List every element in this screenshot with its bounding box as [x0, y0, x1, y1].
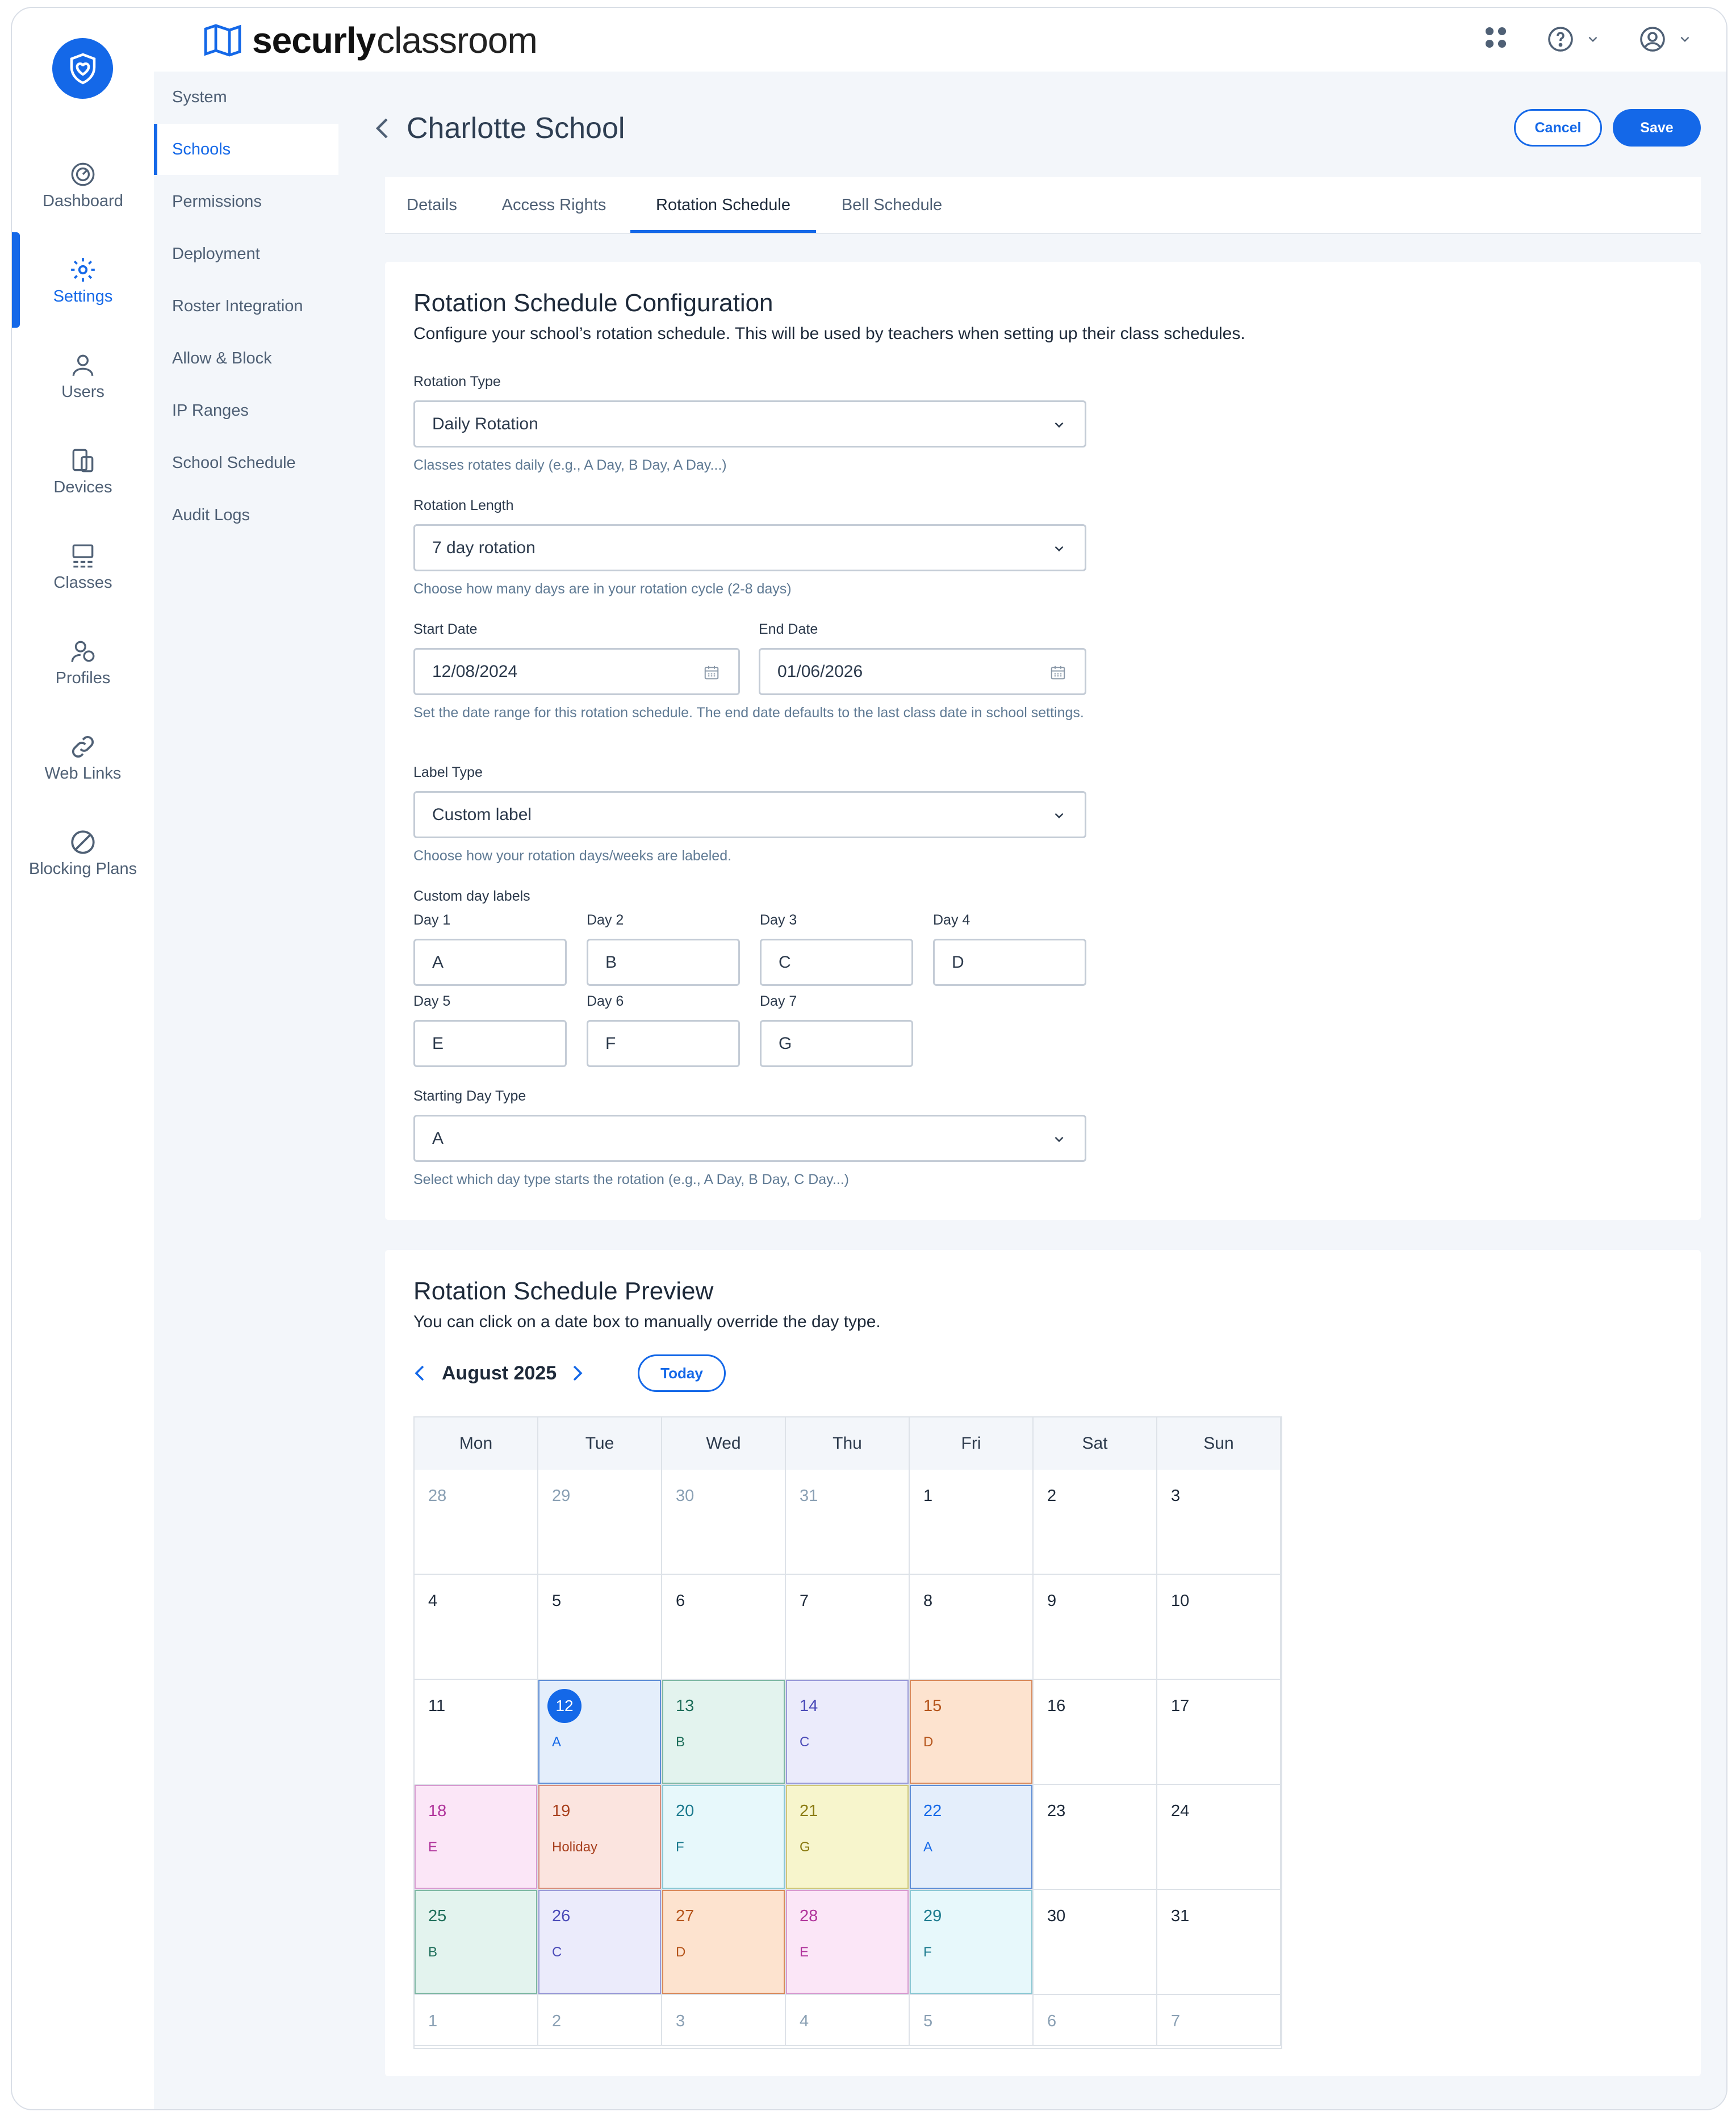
- rotation-type-help: Classes rotates daily (e.g., A Day, B Day, A Day...): [413, 457, 727, 473]
- calendar-day-cell[interactable]: [1157, 1575, 1281, 1680]
- weekday-header: Wed: [662, 1417, 786, 1470]
- calendar-grid: [413, 1416, 1282, 2049]
- calendar-day-cell[interactable]: [1034, 1575, 1157, 1680]
- shield-logo-icon[interactable]: [52, 38, 113, 99]
- date-number: 31: [800, 1487, 818, 1505]
- apps-grid-icon: [1483, 25, 1508, 50]
- day-type-label: D: [923, 1734, 934, 1750]
- calendar-day-cell-assigned[interactable]: [662, 1890, 786, 1995]
- subnav-ip-ranges[interactable]: IP Ranges: [172, 402, 249, 420]
- rotation-config-card: [385, 262, 1701, 1220]
- end-date-input[interactable]: [759, 648, 1086, 695]
- date-number: 24: [1171, 1802, 1190, 1820]
- rail-web-links[interactable]: [12, 733, 154, 783]
- calendar-day-cell[interactable]: [1157, 1995, 1281, 2046]
- today-date-badge: 12: [547, 1689, 582, 1723]
- rail-dashboard-label: Dashboard: [43, 192, 123, 210]
- account-menu-button[interactable]: [1639, 26, 1692, 53]
- weekday-header-row: [415, 1417, 1281, 1470]
- date-number: 3: [1171, 1487, 1181, 1505]
- date-number: 13: [676, 1697, 695, 1715]
- day-label: Day 5: [413, 993, 451, 1009]
- rail-dashboard[interactable]: [12, 160, 154, 211]
- rail-classes[interactable]: [12, 542, 154, 592]
- icon-rail: [12, 8, 154, 2109]
- calendar-day-cell[interactable]: [662, 1995, 786, 2046]
- date-number: 29: [923, 1907, 942, 1925]
- calendar-day-cell-assigned[interactable]: [662, 1680, 786, 1785]
- date-number: 28: [428, 1487, 447, 1505]
- preview-title: Rotation Schedule Preview: [413, 1277, 714, 1305]
- rail-classes-label: Classes: [53, 574, 112, 592]
- calendar-day-cell[interactable]: [1034, 1470, 1157, 1575]
- weekday-header: Thu: [786, 1417, 910, 1470]
- tab-access-rights[interactable]: Access Rights: [501, 196, 606, 214]
- help-menu-button[interactable]: [1547, 26, 1600, 53]
- date-number: 23: [1047, 1802, 1066, 1820]
- day-type-label: Holiday: [552, 1839, 598, 1855]
- date-number: 3: [676, 2012, 685, 2030]
- end-date-label: End Date: [759, 621, 818, 637]
- user-icon: [69, 351, 97, 379]
- date-number: 22: [923, 1802, 942, 1820]
- day-type-label: A: [552, 1734, 562, 1750]
- apps-grid-button[interactable]: [1483, 25, 1508, 53]
- calendar-day-cell[interactable]: [786, 1470, 910, 1575]
- day-2-input[interactable]: B: [587, 939, 740, 986]
- calendar-day-cell-assigned[interactable]: [786, 1680, 910, 1785]
- rail-users[interactable]: [12, 351, 154, 402]
- day-type-label: B: [676, 1734, 685, 1750]
- date-number: 31: [1171, 1907, 1190, 1925]
- calendar-day-cell[interactable]: [415, 1680, 538, 1785]
- rail-blocking-plans-label: Blocking Plans: [28, 860, 137, 878]
- calendar-day-cell[interactable]: [1034, 1890, 1157, 1995]
- subnav-school-schedule[interactable]: School Schedule: [172, 454, 296, 472]
- current-month: August 2025: [442, 1362, 557, 1384]
- subnav-system[interactable]: System: [172, 88, 227, 106]
- starting-day-help: Select which day type starts the rotation (e.g., A Day, B Day, C Day...): [413, 1172, 849, 1187]
- rail-settings-label: Settings: [53, 287, 113, 306]
- day-7-input[interactable]: G: [760, 1020, 913, 1067]
- start-date-value: 12/08/2024: [432, 662, 518, 681]
- rotation-length-value: 7 day rotation: [432, 538, 536, 557]
- tab-details[interactable]: Details: [407, 196, 457, 214]
- date-number: 1: [923, 1487, 933, 1505]
- rotation-type-select[interactable]: [413, 400, 1086, 448]
- day-type-label: D: [676, 1944, 686, 1960]
- classes-icon: [69, 542, 97, 570]
- starting-day-value: A: [432, 1128, 444, 1148]
- date-number: 5: [923, 2012, 933, 2030]
- weekday-header: Fri: [910, 1417, 1034, 1470]
- rotation-length-select[interactable]: [413, 524, 1086, 571]
- weekday-header: Tue: [538, 1417, 662, 1470]
- day-type-label: E: [428, 1839, 438, 1855]
- calendar-day-cell-assigned[interactable]: [910, 1785, 1034, 1890]
- calendar-day-cell[interactable]: [786, 1995, 910, 2046]
- date-number: 4: [428, 1592, 438, 1610]
- date-number: 10: [1171, 1592, 1190, 1610]
- date-number: 15: [923, 1697, 942, 1715]
- calendar-day-cell[interactable]: [910, 1575, 1034, 1680]
- calendar-day-cell-assigned[interactable]: [538, 1785, 662, 1890]
- brand-name-light: classroom: [377, 20, 537, 61]
- day-6-input[interactable]: F: [587, 1020, 740, 1067]
- calendar-day-cell[interactable]: [1034, 1680, 1157, 1785]
- day-3-input[interactable]: C: [760, 939, 913, 986]
- calendar-day-cell[interactable]: [1157, 1680, 1281, 1785]
- chevron-down-icon: [1678, 32, 1692, 47]
- date-number: 30: [676, 1487, 695, 1505]
- brand-name-bold: securly: [252, 20, 376, 61]
- date-number: 29: [552, 1487, 571, 1505]
- calendar-day-cell[interactable]: [538, 1470, 662, 1575]
- rotation-length-label: Rotation Length: [413, 497, 514, 513]
- top-bar: [154, 8, 1726, 72]
- rail-blocking-plans[interactable]: [12, 828, 154, 879]
- starting-day-label: Starting Day Type: [413, 1088, 526, 1104]
- calendar-day-cell-assigned[interactable]: [910, 1680, 1034, 1785]
- day-type-label: A: [923, 1839, 933, 1855]
- main-content: [338, 72, 1726, 2109]
- rail-web-links-label: Web Links: [44, 764, 122, 783]
- rail-devices[interactable]: [12, 446, 154, 497]
- day-type-label: C: [800, 1734, 810, 1750]
- rail-profiles-label: Profiles: [55, 669, 111, 687]
- day-label: Day 4: [933, 912, 971, 928]
- day-type-label: B: [428, 1944, 438, 1960]
- subnav-deployment[interactable]: Deployment: [172, 245, 260, 263]
- day-1-input[interactable]: A: [413, 939, 567, 986]
- next-month-icon[interactable]: [571, 1365, 584, 1382]
- calendar-day-cell[interactable]: [662, 1575, 786, 1680]
- calendar-day-cell-assigned[interactable]: [910, 1890, 1034, 1995]
- date-number: 2: [552, 2012, 562, 2030]
- calendar-day-cell-assigned[interactable]: [538, 1890, 662, 1995]
- date-number: 1: [428, 2012, 438, 2030]
- date-range-help: Set the date range for this rotation schedule. The end date defaults to the last class date in school settings.: [413, 705, 1084, 721]
- subnav-schools[interactable]: Schools: [154, 124, 338, 175]
- account-icon: [1639, 26, 1666, 53]
- date-number: 6: [1047, 2012, 1057, 2030]
- date-number: 20: [676, 1802, 695, 1820]
- rotation-type-value: Daily Rotation: [432, 414, 538, 433]
- link-icon: [69, 733, 97, 761]
- date-number: 14: [800, 1697, 818, 1715]
- date-number: 5: [552, 1592, 562, 1610]
- day-5-input[interactable]: E: [413, 1020, 567, 1067]
- date-number: 27: [676, 1907, 695, 1925]
- school-tabs: [385, 177, 1701, 234]
- chevron-down-icon: [1052, 417, 1066, 432]
- calendar-icon[interactable]: [1049, 664, 1066, 681]
- custom-day-labels-title: Custom day labels: [413, 888, 530, 904]
- help-icon: [1547, 26, 1574, 53]
- date-number: 7: [800, 1592, 809, 1610]
- date-number: 11: [428, 1697, 446, 1715]
- rotation-type-label: Rotation Type: [413, 374, 501, 390]
- subnav-allow-block[interactable]: Allow & Block: [172, 349, 272, 367]
- day-label: Day 3: [760, 912, 797, 928]
- date-number: 30: [1047, 1907, 1066, 1925]
- calendar-day-cell-assigned[interactable]: [786, 1785, 910, 1890]
- calendar-icon[interactable]: [703, 664, 720, 681]
- devices-icon: [69, 446, 97, 475]
- chevron-down-icon: [1052, 1132, 1066, 1147]
- cancel-button[interactable]: Cancel: [1514, 109, 1602, 147]
- settings-subnav: [154, 72, 338, 2109]
- app-window: [11, 7, 1727, 2110]
- calendar-day-cell[interactable]: [538, 1995, 662, 2046]
- day-4-input[interactable]: D: [933, 939, 1086, 986]
- day-type-label: F: [923, 1944, 932, 1960]
- chevron-down-icon: [1052, 808, 1066, 823]
- date-number: 6: [676, 1592, 685, 1610]
- date-number: 19: [552, 1802, 571, 1820]
- brand-map-icon: [202, 22, 243, 59]
- chevron-down-icon: [1052, 541, 1066, 556]
- calendar-day-cell[interactable]: [1157, 1890, 1281, 1995]
- calendar-day-cell-assigned[interactable]: [415, 1890, 538, 1995]
- preview-description: You can click on a date box to manually override the day type.: [413, 1312, 881, 1331]
- end-date-value: 01/06/2026: [777, 662, 863, 681]
- calendar-day-cell[interactable]: [415, 1575, 538, 1680]
- label-type-label: Label Type: [413, 764, 483, 780]
- save-button[interactable]: Save: [1613, 109, 1701, 147]
- label-type-help: Choose how your rotation days/weeks are labeled.: [413, 848, 732, 864]
- page-title: Charlotte School: [407, 112, 625, 145]
- calendar-day-cell-assigned[interactable]: [538, 1680, 662, 1785]
- date-number: 9: [1047, 1592, 1057, 1610]
- dashboard-icon: [69, 160, 97, 189]
- date-number: 28: [800, 1907, 818, 1925]
- chevron-down-icon: [1586, 32, 1600, 47]
- calendar-day-cell[interactable]: [910, 1470, 1034, 1575]
- rotation-length-help: Choose how many days are in your rotation cycle (2-8 days): [413, 581, 792, 597]
- config-description: Configure your school’s rotation schedule. This will be used by teachers when setting up their class schedules.: [413, 324, 1245, 343]
- date-number: 4: [800, 2012, 809, 2030]
- calendar-day-cell[interactable]: [415, 1995, 538, 2046]
- calendar-day-cell[interactable]: [910, 1995, 1034, 2046]
- day-label: Day 1: [413, 912, 451, 928]
- day-label: Day 2: [587, 912, 624, 928]
- calendar-day-cell[interactable]: [662, 1470, 786, 1575]
- calendar-day-cell[interactable]: [415, 1470, 538, 1575]
- label-type-value: Custom label: [432, 805, 532, 824]
- weekday-header: Mon: [415, 1417, 538, 1470]
- date-number: 2: [1047, 1487, 1057, 1505]
- tab-rotation-schedule[interactable]: Rotation Schedule: [630, 177, 816, 233]
- calendar-day-cell-assigned[interactable]: [662, 1785, 786, 1890]
- calendar-day-cell[interactable]: [1157, 1785, 1281, 1890]
- start-date-input[interactable]: [413, 648, 740, 695]
- date-number: 18: [428, 1802, 447, 1820]
- weekday-header: Sun: [1157, 1417, 1281, 1470]
- date-number: 17: [1171, 1697, 1190, 1715]
- day-type-label: C: [552, 1944, 562, 1960]
- prev-month-icon[interactable]: [413, 1365, 426, 1382]
- brand-logo[interactable]: [202, 20, 537, 60]
- block-icon: [69, 828, 97, 856]
- date-number: 16: [1047, 1697, 1066, 1715]
- gear-icon: [69, 256, 97, 284]
- calendar-day-cell-assigned[interactable]: [415, 1785, 538, 1890]
- day-type-label: E: [800, 1944, 809, 1960]
- label-type-select[interactable]: [413, 791, 1086, 838]
- rotation-preview-card: [385, 1250, 1701, 2076]
- back-arrow-icon[interactable]: [374, 117, 391, 140]
- config-title: Rotation Schedule Configuration: [413, 289, 773, 317]
- date-number: 26: [552, 1907, 571, 1925]
- tab-bell-schedule[interactable]: Bell Schedule: [841, 196, 943, 214]
- date-number: 8: [923, 1592, 933, 1610]
- calendar-day-cell-assigned[interactable]: [786, 1890, 910, 1995]
- profiles-icon: [69, 637, 97, 666]
- rail-devices-label: Devices: [53, 478, 112, 496]
- rail-profiles[interactable]: [12, 637, 154, 688]
- date-number: 7: [1171, 2012, 1181, 2030]
- day-type-label: F: [676, 1839, 684, 1855]
- date-number: 21: [800, 1802, 818, 1820]
- subnav-audit-logs[interactable]: Audit Logs: [172, 506, 250, 524]
- start-date-label: Start Date: [413, 621, 478, 637]
- day-type-label: G: [800, 1839, 810, 1855]
- weekday-header: Sat: [1034, 1417, 1157, 1470]
- subnav-roster-integration[interactable]: Roster Integration: [172, 297, 303, 315]
- starting-day-select[interactable]: [413, 1115, 1086, 1162]
- rail-settings[interactable]: [12, 256, 154, 306]
- calendar-day-cell[interactable]: [1157, 1470, 1281, 1575]
- date-number: 25: [428, 1907, 447, 1925]
- rail-users-label: Users: [61, 383, 104, 401]
- subnav-permissions[interactable]: Permissions: [172, 193, 262, 211]
- calendar-day-cell[interactable]: [538, 1575, 662, 1680]
- day-label: Day 7: [760, 993, 797, 1009]
- today-button[interactable]: Today: [638, 1354, 726, 1392]
- day-label: Day 6: [587, 993, 624, 1009]
- calendar-day-cell[interactable]: [786, 1575, 910, 1680]
- calendar-day-cell[interactable]: [1034, 1995, 1157, 2046]
- calendar-day-cell[interactable]: [1034, 1785, 1157, 1890]
